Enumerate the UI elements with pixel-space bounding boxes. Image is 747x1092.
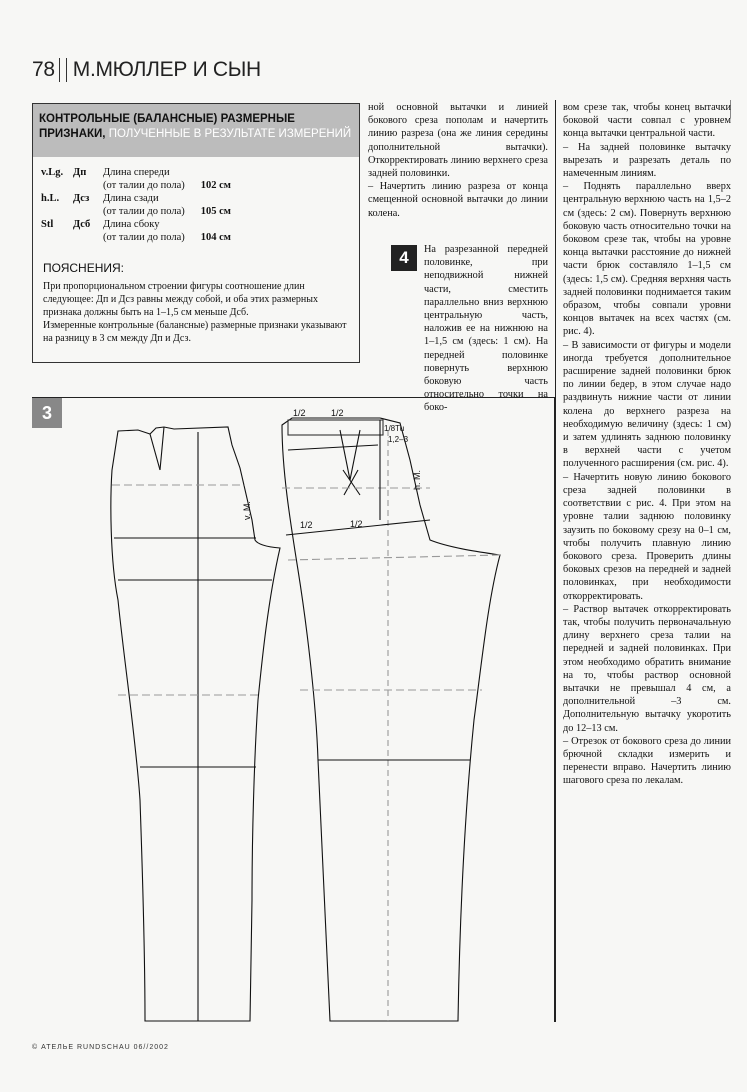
paragraph: вом срезе так, чтобы конец вытачки боковой части совпал с уровнем конца вытачки центральной части. bbox=[563, 102, 731, 140]
header-title: М.МЮЛЛЕР И СЫН bbox=[72, 58, 261, 81]
paragraph: – Начертить новую линию бокового среза задней половинки в соответствии с рис. 4. При этом на уровне талии заднюю половинку заузить по боковому срезу на 0–1 см, чтобы получить плавную линию бокового среза. Проверить длины боковых срезов на передней и задней половинках, при необходимости откорректировать. bbox=[563, 471, 731, 602]
figure-number-3: 3 bbox=[32, 398, 62, 428]
half-label: 1/2 bbox=[331, 408, 344, 418]
measurement-value: 102 см bbox=[200, 180, 231, 191]
measurement-code: h.L. bbox=[41, 193, 60, 204]
front-center-label: v. M. bbox=[242, 501, 252, 520]
step-number-4: 4 bbox=[391, 245, 417, 271]
front-outline bbox=[111, 427, 280, 1021]
half-label: 1/2 bbox=[293, 408, 306, 418]
measurement-label: Длина сбоку (от талии до пола) bbox=[103, 219, 185, 243]
box-title-line-2: ПРИЗНАКИ, bbox=[39, 128, 106, 140]
paragraph: – В зависимости от фигуры и модели иногда требуется дополнительное расширение задней половинки брюк по линии бедер, в этом случае надо раздвинуть нижние части от линии колена до верхнего разреза на необходимую величину (здесь: 1 см) и затем удлинять заднюю половинку в верхней части с учетом полученного расширения (см. рис. 4). bbox=[563, 339, 731, 470]
half-label: 1/2 bbox=[300, 520, 313, 530]
measurement-value: 105 см bbox=[200, 206, 231, 217]
measurement-symbol: Дсб bbox=[73, 219, 91, 230]
measurement-value: 104 см bbox=[200, 232, 231, 243]
half-label: 1/2 bbox=[350, 519, 363, 529]
front-trouser-piece bbox=[111, 427, 280, 1021]
explanations-heading: ПОЯСНЕНИЯ: bbox=[43, 261, 124, 275]
measurement-symbol: Дп bbox=[73, 167, 87, 178]
paragraph: – На задней половинке вытачку вырезать и разрезать деталь по намеченным линиям. bbox=[563, 141, 731, 180]
box-title-subtitle: ПОЛУЧЕННЫЕ В РЕЗУЛЬТАТЕ ИЗМЕРЕНИЙ bbox=[105, 128, 352, 140]
back-trouser-piece bbox=[282, 418, 500, 1021]
back-seat-line bbox=[288, 555, 500, 560]
explanations-text: При пропорциональном строении фигуры соотношение длин следующее: Дп и Дсз равны между собой, и оба этих размерных признака должны быть на 1–1,5 см меньше Дсб. Измеренные контрольные (балансные) размерные признаки указывают на разницу в 3 см между Дп и Дсз. bbox=[43, 281, 347, 344]
back-waist-guide bbox=[288, 445, 378, 450]
paragraph: – Поднять параллельно вверх центральную верхнюю часть на 1,5–2 см (здесь: 2 см). Повернуть верхнюю боковую часть относительно точки на боковом срезе так, чтобы на уровне конца вытачки расстояние до нижней части брюк составляло 1–1,5 см (здесь: 1,5 см). Средняя верхняя часть задней половинки поднимается таким образом, чтобы совпали уровни концов вытачек на всех частях (см. рис. 4). bbox=[563, 181, 731, 338]
paragraph: – Отрезок от бокового среза до линии брючной складки измерить и перенести вправо. Начертить линию шагового среза по лекалам. bbox=[563, 735, 731, 787]
measurement-code: Stl bbox=[41, 219, 54, 230]
ratio-label: 1/8Tu bbox=[384, 424, 405, 433]
measurement-label: Длина сзади (от талии до пола) bbox=[103, 193, 185, 217]
paragraph: – Раствор вытачек откорректировать так, чтобы получить первоначальную длину верхнего среза талии на передней и задней половинках. При этом необходимо обратить внимание на то, чтобы раствор основной вытачки не превышал 4 см, а дополнительной –3 см. Дополнительную вытачку укоротить до 12–13 см. bbox=[563, 603, 731, 734]
back-center-label: h. M. bbox=[412, 469, 422, 490]
measurement-symbol: Дсз bbox=[73, 193, 90, 204]
measurement-code: v.Lg. bbox=[41, 167, 64, 178]
box-title-line-1: КОНТРОЛЬНЫЕ (БАЛАНСНЫЕ) РАЗМЕРНЫЕ bbox=[39, 113, 295, 125]
page-number: 78 bbox=[32, 58, 55, 81]
back-outline bbox=[282, 418, 500, 1021]
measurement-label: Длина спереди (от талии до пола) bbox=[103, 167, 185, 191]
range-label: 1,2–3 bbox=[388, 435, 409, 444]
paragraph: ной основной вытачки и линией бокового среза пополам и начертить линию разреза (она же линия середины дополнительной вытачки). Откорректировать линию верхнего среза задней половинки. bbox=[368, 102, 548, 180]
back-yoke bbox=[288, 420, 383, 435]
footer-copyright: © АТЕЛЬЕ RUNDSCHAU 06//2002 bbox=[32, 1044, 169, 1051]
paragraph: – Начертить линию разреза от конца смещенной основной вытачки до линии колена. bbox=[368, 181, 548, 219]
paragraph: На разрезанной передней половинке, при неподвижной нижней части, сместить параллельно вниз верхнюю центральную часть, наложив ее на нижнюю на 1–1,5 см (здесь: 1 см). На передней половинке повернуть верхнюю боковую часть относительно точки на боко- bbox=[424, 244, 548, 414]
front-dart bbox=[150, 434, 160, 470]
front-dart bbox=[160, 427, 164, 470]
